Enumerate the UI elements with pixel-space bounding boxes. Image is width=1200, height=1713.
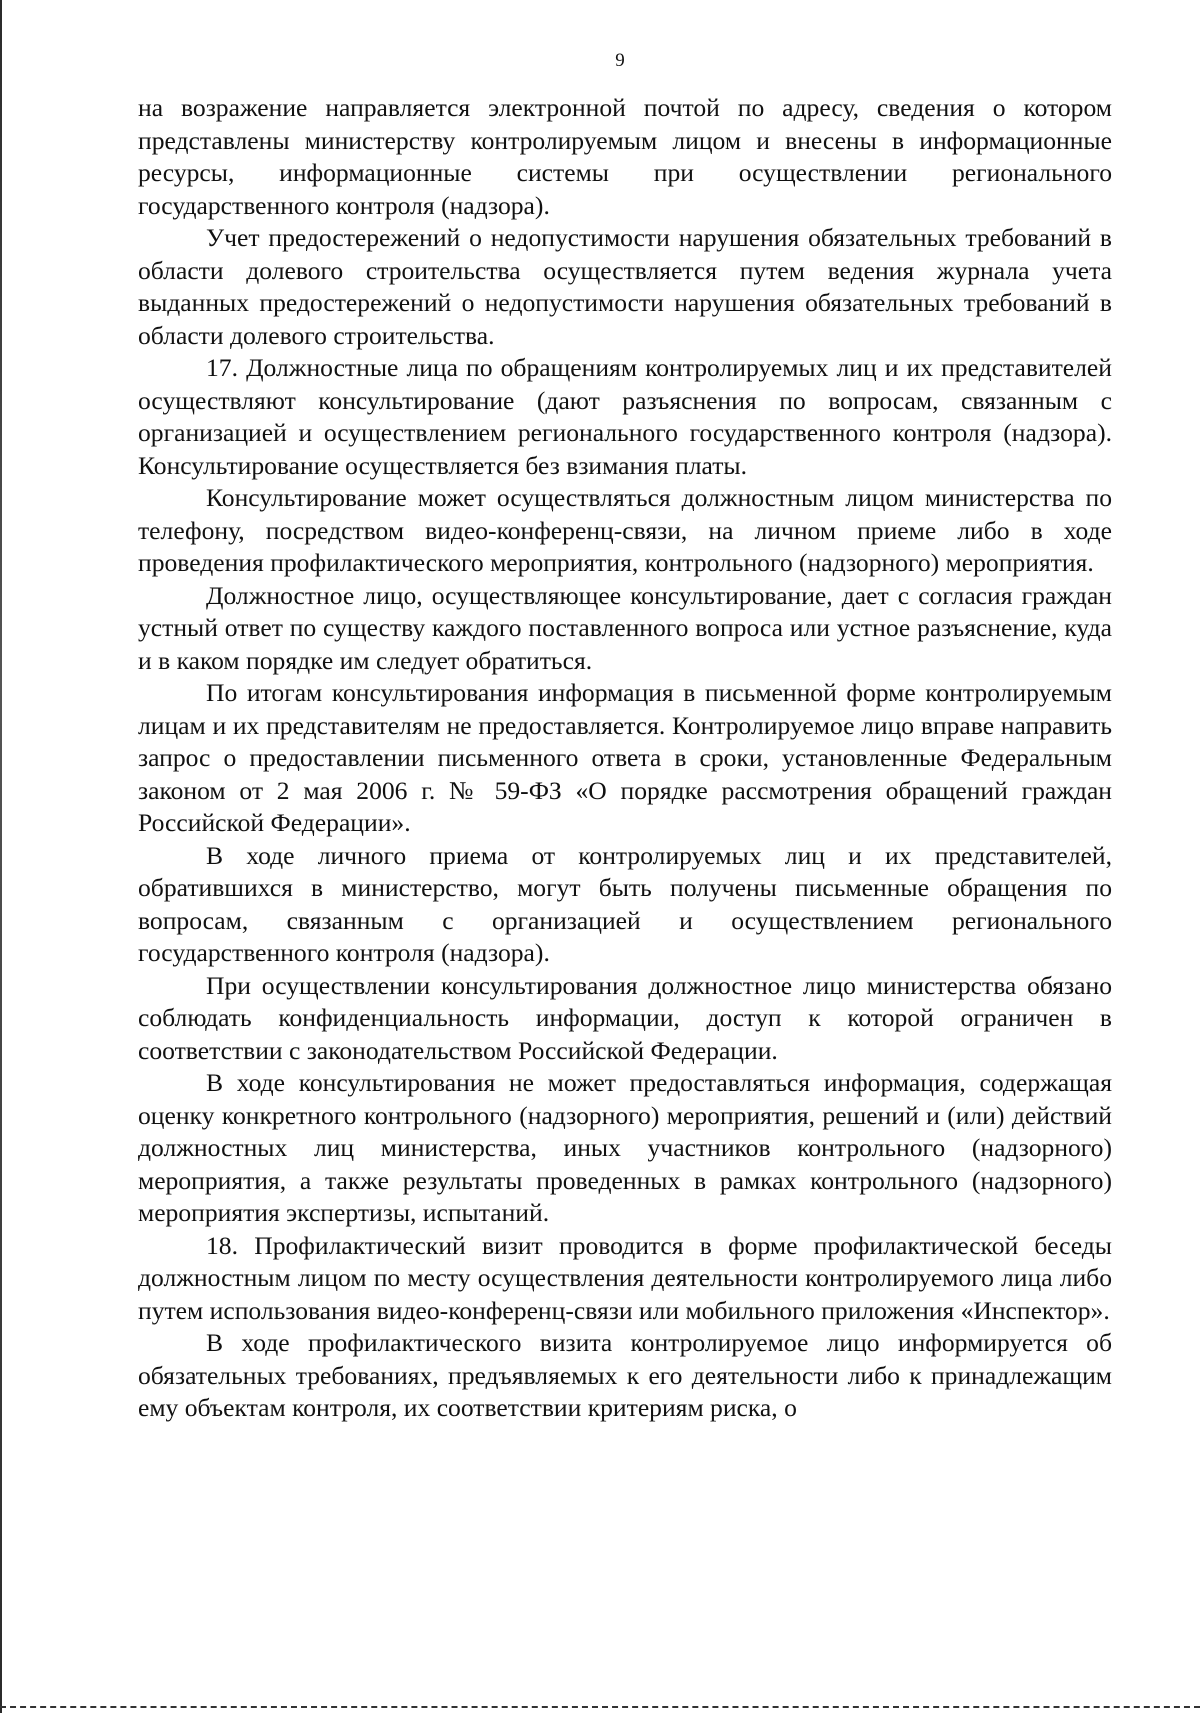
scan-bottom-edge [0, 1706, 1200, 1708]
paragraph-oral-answer: Должностное лицо, осуществляющее консультирование, дает с согласия граждан устный ответ по существу каждого поставленного вопроса или устное разъяснение, куда и в каком порядке им следует обратиться. [138, 580, 1112, 675]
paragraph-warnings-journal: Учет предостережений о недопустимости нарушения обязательных требований в области долевого строительства осуществляется путем ведения журнала учета выданных предостережений о недопустимости нарушения обязательных требований в области долевого строительства. [138, 223, 1112, 350]
paragraph-visit-information: В ходе профилактического визита контролируемое лицо информируется об обязательных требованиях, предъявляемых к его деятельности либо к принадлежащим ему объектам контроля, их соответствии критериям риска, о [138, 1328, 1112, 1422]
scan-left-edge [0, 0, 2, 1713]
paragraph-personal-reception: В ходе личного приема от контролируемых лиц и их представителей, обратившихся в министерство, могут быть получены письменные обращения по вопросам, связанным с организацией и осуществлением регионального государственного контроля (надзора). [138, 840, 1112, 967]
paragraph-confidentiality: При осуществлении консультирования должностное лицо министерства обязано соблюдать конфиденциальность информации, доступ к которой ограничен в соответствии с законодательством Российской Федерации. [138, 970, 1112, 1065]
paragraph-written-request: По итогам консультирования информация в письменной форме контролируемым лицам и их представителям не предоставляется. Контролируемое лицо вправе направить запрос о предоставлении письменного ответа в сроки, установленные Федеральным законом от 2 мая 2006 г. № 59-ФЗ «О порядке рассмотрения обращений граждан Российской Федерации». [138, 678, 1112, 837]
paragraph-17-consulting: 17. Должностные лица по обращениям контролируемых лиц и их представителей осуществляют консультирование (дают разъяснения по вопросам, связанным с организацией и осуществлением регионального государственного контроля (надзора). Консультирование осуществляется без взимания платы. [138, 353, 1112, 480]
paragraph-restricted-info: В ходе консультирования не может предоставляться информация, содержащая оценку конкретного контрольного (надзорного) мероприятия, решений и (или) действий должностных лиц министерства, иных участников контрольного (надзорного) мероприятия, а также результаты проведенных в рамках контрольного (надзорного) мероприятия экспертизы, испытаний. [138, 1068, 1112, 1227]
paragraph-18-preventive-visit: 18. Профилактический визит проводится в форме профилактической беседы должностным лицом по месту осуществления деятельности контролируемого лица либо путем использования видео-конференц-связи или мобильного приложения «Инспектор». [138, 1230, 1112, 1325]
paragraph-objection-email: на возражение направляется электронной почтой по адресу, сведения о котором представлены министерству контролируемым лицом и внесены в информационные ресурсы, информационные системы при осуществлении регионального государственного контроля (надзора). [138, 93, 1112, 220]
document-body [138, 92, 1112, 1425]
page-number: 9 [615, 50, 625, 71]
paragraph-consulting-methods: Консультирование может осуществляться должностным лицом министерства по телефону, посредством видео-конференц-связи, на личном приеме либо в ходе проведения профилактического мероприятия, контрольного (надзорного) мероприятия. [138, 483, 1112, 577]
